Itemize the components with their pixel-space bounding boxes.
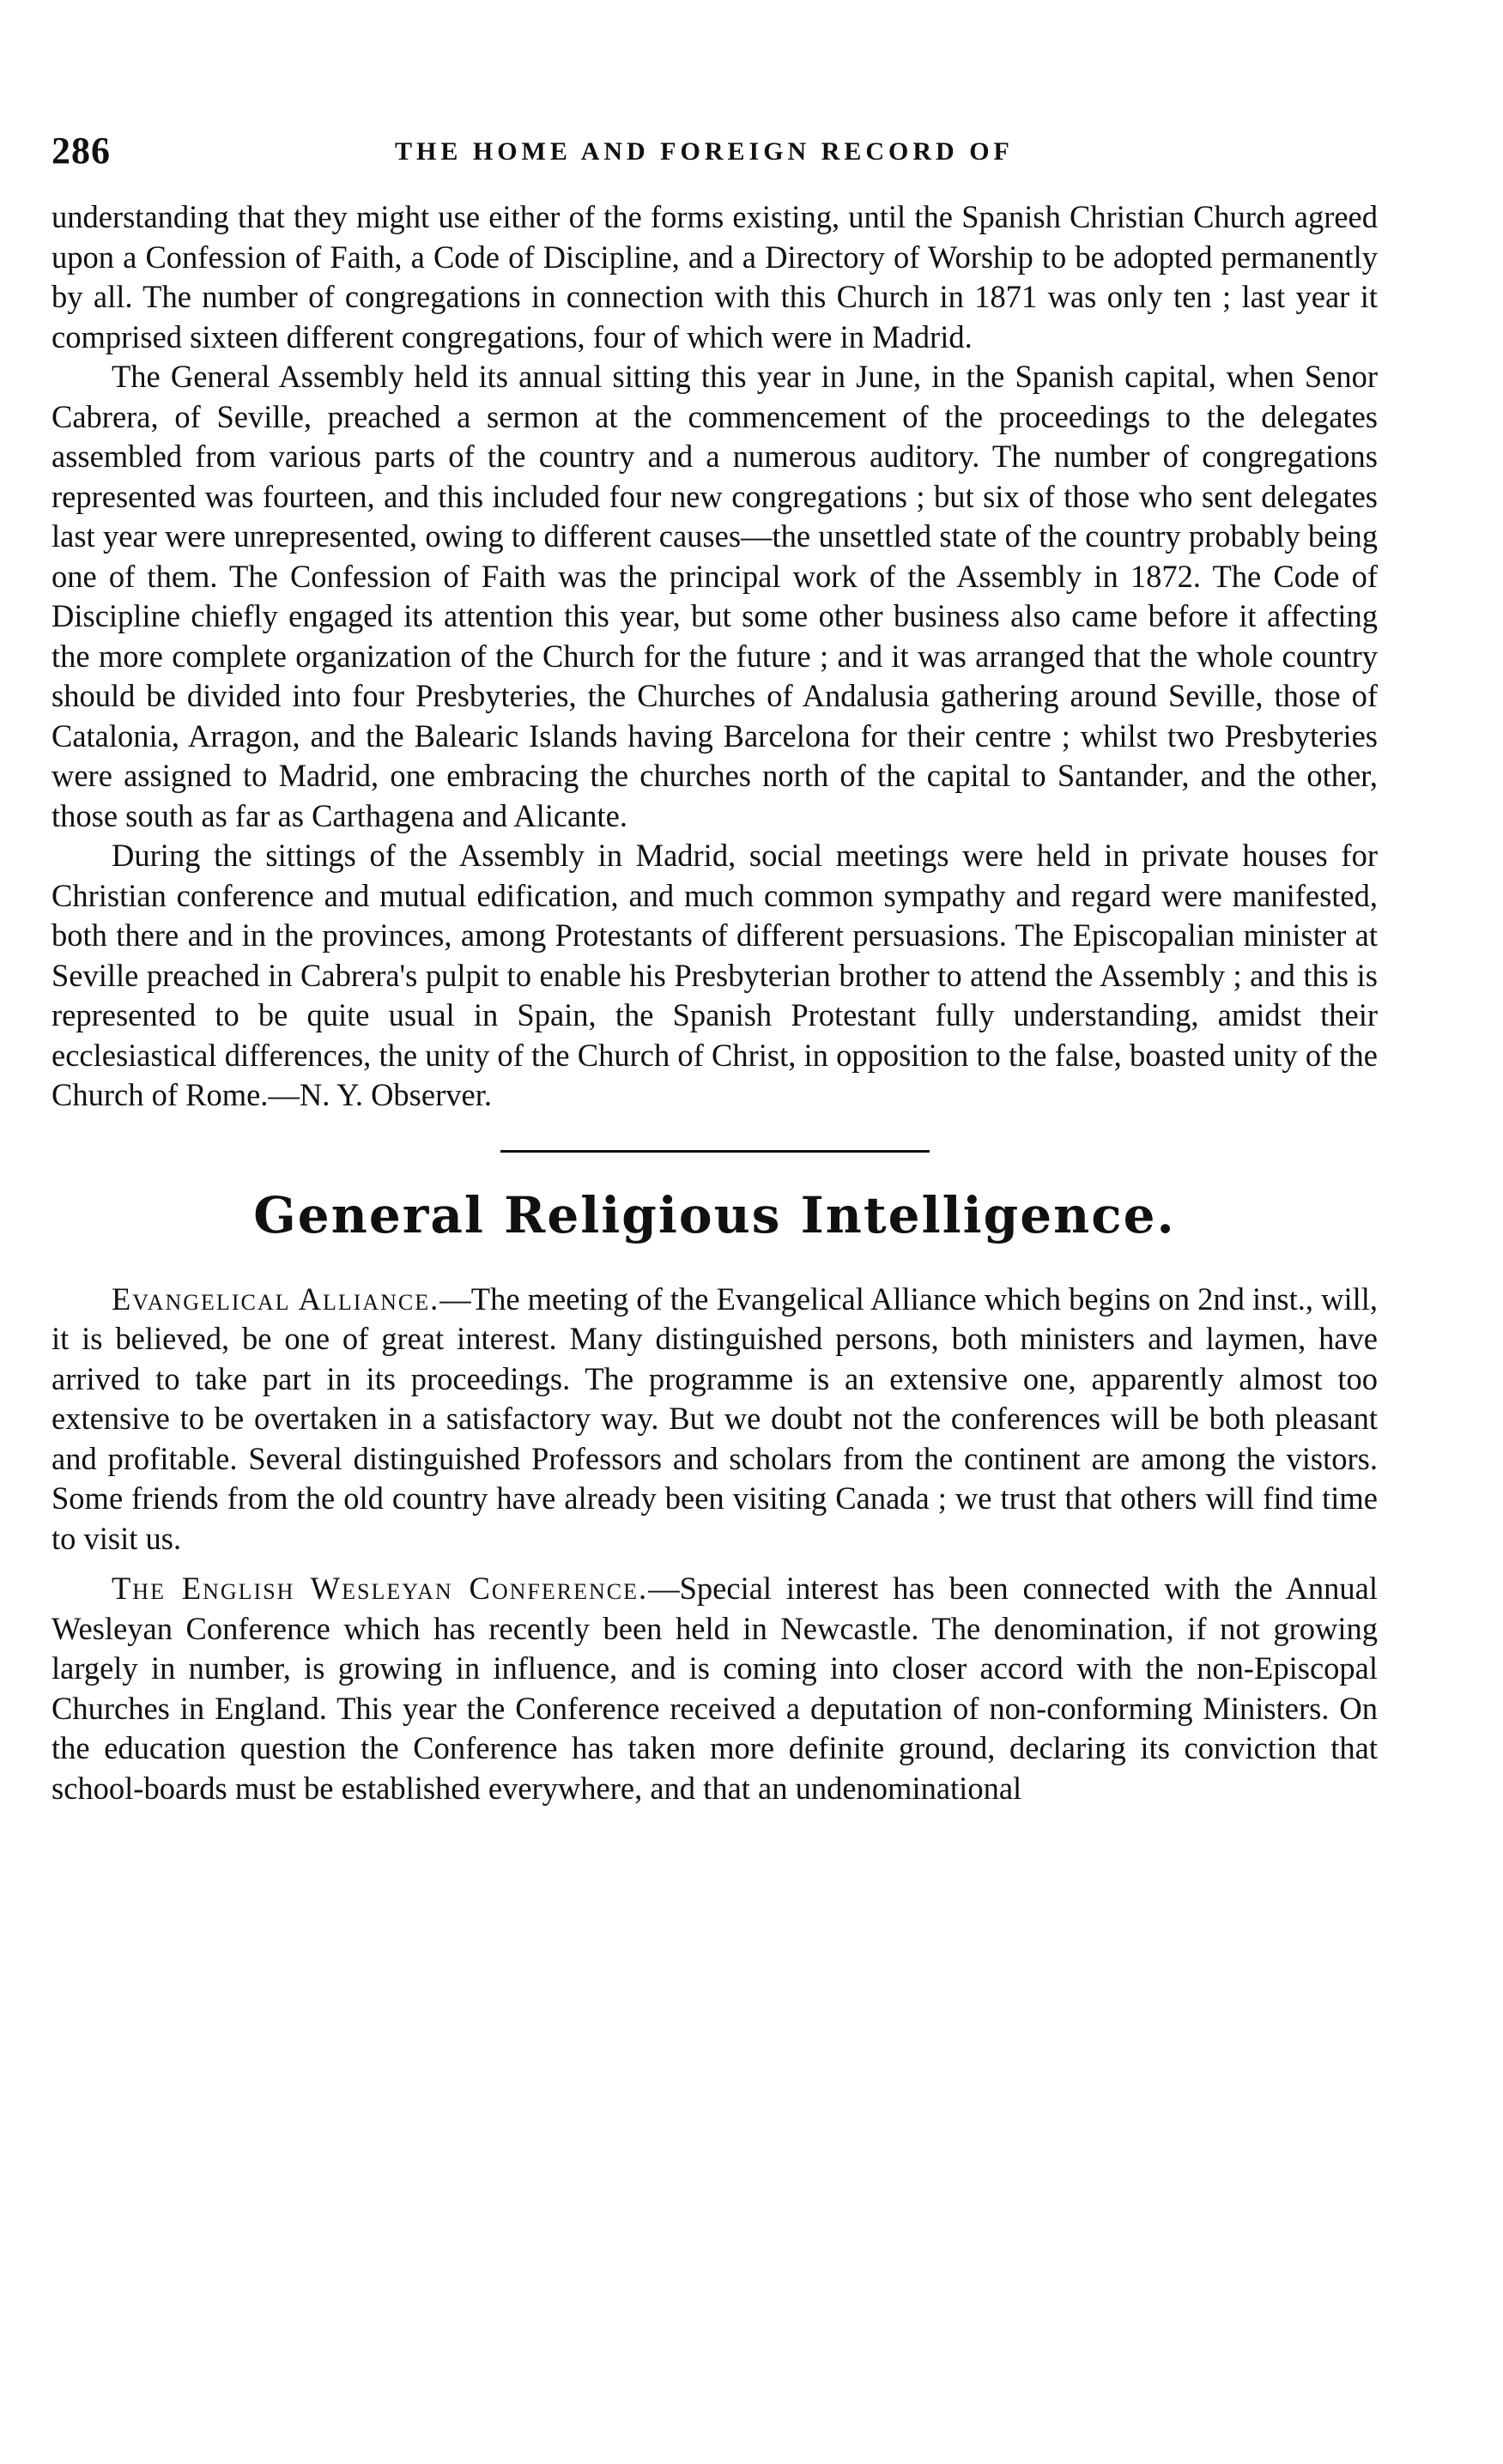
- page-number: 286: [52, 130, 111, 172]
- news-item-text: —Special interest has been connected with the Annual Wesleyan Conference which has recently been held in Newcastle. The denomination, if not growing largely in number, is growing in influence, and is coming into closer accord with the non-Episcopal Churches in England. This year the Conference received a deputation of non-conforming Ministers. On the education question the Conference has taken more definite ground, declaring its conviction that school-boards must be established everywhere, and that an undenominational: [52, 1571, 1378, 1806]
- news-item-wesleyan-conference: [52, 1569, 1378, 1808]
- news-item-text: —The meeting of the Evangelical Alliance which begins on 2nd inst., will, it is believed, be one of great interest. Many distinguished persons, both ministers and laymen, have arrived to take part in its proceedings. The programme is an extensive one, apparently almost too extensive to be overtaken in a satisfactory way. But we doubt not the conferences will be both pleasant and profitable. Several distinguished Professors and scholars from the continent are among the vistors. Some friends from the old country have already been visiting Canada ; we trust that others will find time to visit us.: [52, 1280, 1379, 1556]
- article-paragraph-2: The General Assembly held its annual sitting this year in June, in the Spanish capital, when Senor Cabrera, of Seville, preached a sermon at the commencement of the proceedings to the delegates assembled from various parts of the country and a numerous auditory. The number of congregations represented was fourteen, and this included four new congregations ; but six of those who sent delegates last year were unrepresented, owing to different causes—the unsettled state of the country probably being one of them. The Confession of Faith was the principal work of the Assembly in 1872. The Code of Discipline chiefly engaged its attention this year, but some other business also came before it affecting the more complete organization of the Church for the future ; and it was arranged that the whole country should be divided into four Presbyteries, the Churches of Andalusia gathering around Seville, those of Catalonia, Arragon, and the Balearic Islands having Barcelona for their centre ; whilst two Presbyteries were assigned to Madrid, one embracing the churches north of the capital to Santander, and the other, those south as far as Carthagena and Alicante.: [52, 359, 1378, 833]
- running-title: THE HOME AND FOREIGN RECORD OF: [395, 137, 1014, 166]
- paragraph-gap: [52, 1559, 1378, 1569]
- running-head: [52, 129, 1391, 180]
- article-paragraph-3: During the sittings of the Assembly in Madrid, social meetings were held in private houses for Christian conference and mutual edification, and much common sympathy and regard were manifested, both there and in the provinces, among Protestants of different persuasions. The Episcopalian minister at Seville preached in Cabrera's pulpit to enable his Presbyterian brother to attend the Assembly ; and this is represented to be quite usual in Spain, the Spanish Protestant fully understanding, amidst their ecclesiastical differences, the unity of the Church of Christ, in opposition to the false, boasted unity of the Church of Rome.—N. Y. Observer.: [52, 838, 1378, 1112]
- page-body: [52, 197, 1378, 1808]
- news-item-evangelical-alliance: [52, 1280, 1378, 1559]
- news-item-lead: The English Wesleyan Conference.: [112, 1571, 649, 1606]
- article-paragraph-1: understanding that they might use either of the forms existing, until the Spanish Christian Church agreed upon a Confession of Faith, a Code of Discipline, and a Directory of Worship to be adopted permanently by all. The number of congregations in connection with this Church in 1871 was only ten ; last year it comprised sixteen different congregations, four of which were in Madrid.: [52, 199, 1378, 354]
- news-item-lead: Evangelical Alliance.: [112, 1280, 440, 1317]
- section-divider: [500, 1150, 930, 1153]
- section-heading: General Religious Intelligence.: [253, 1185, 1176, 1244]
